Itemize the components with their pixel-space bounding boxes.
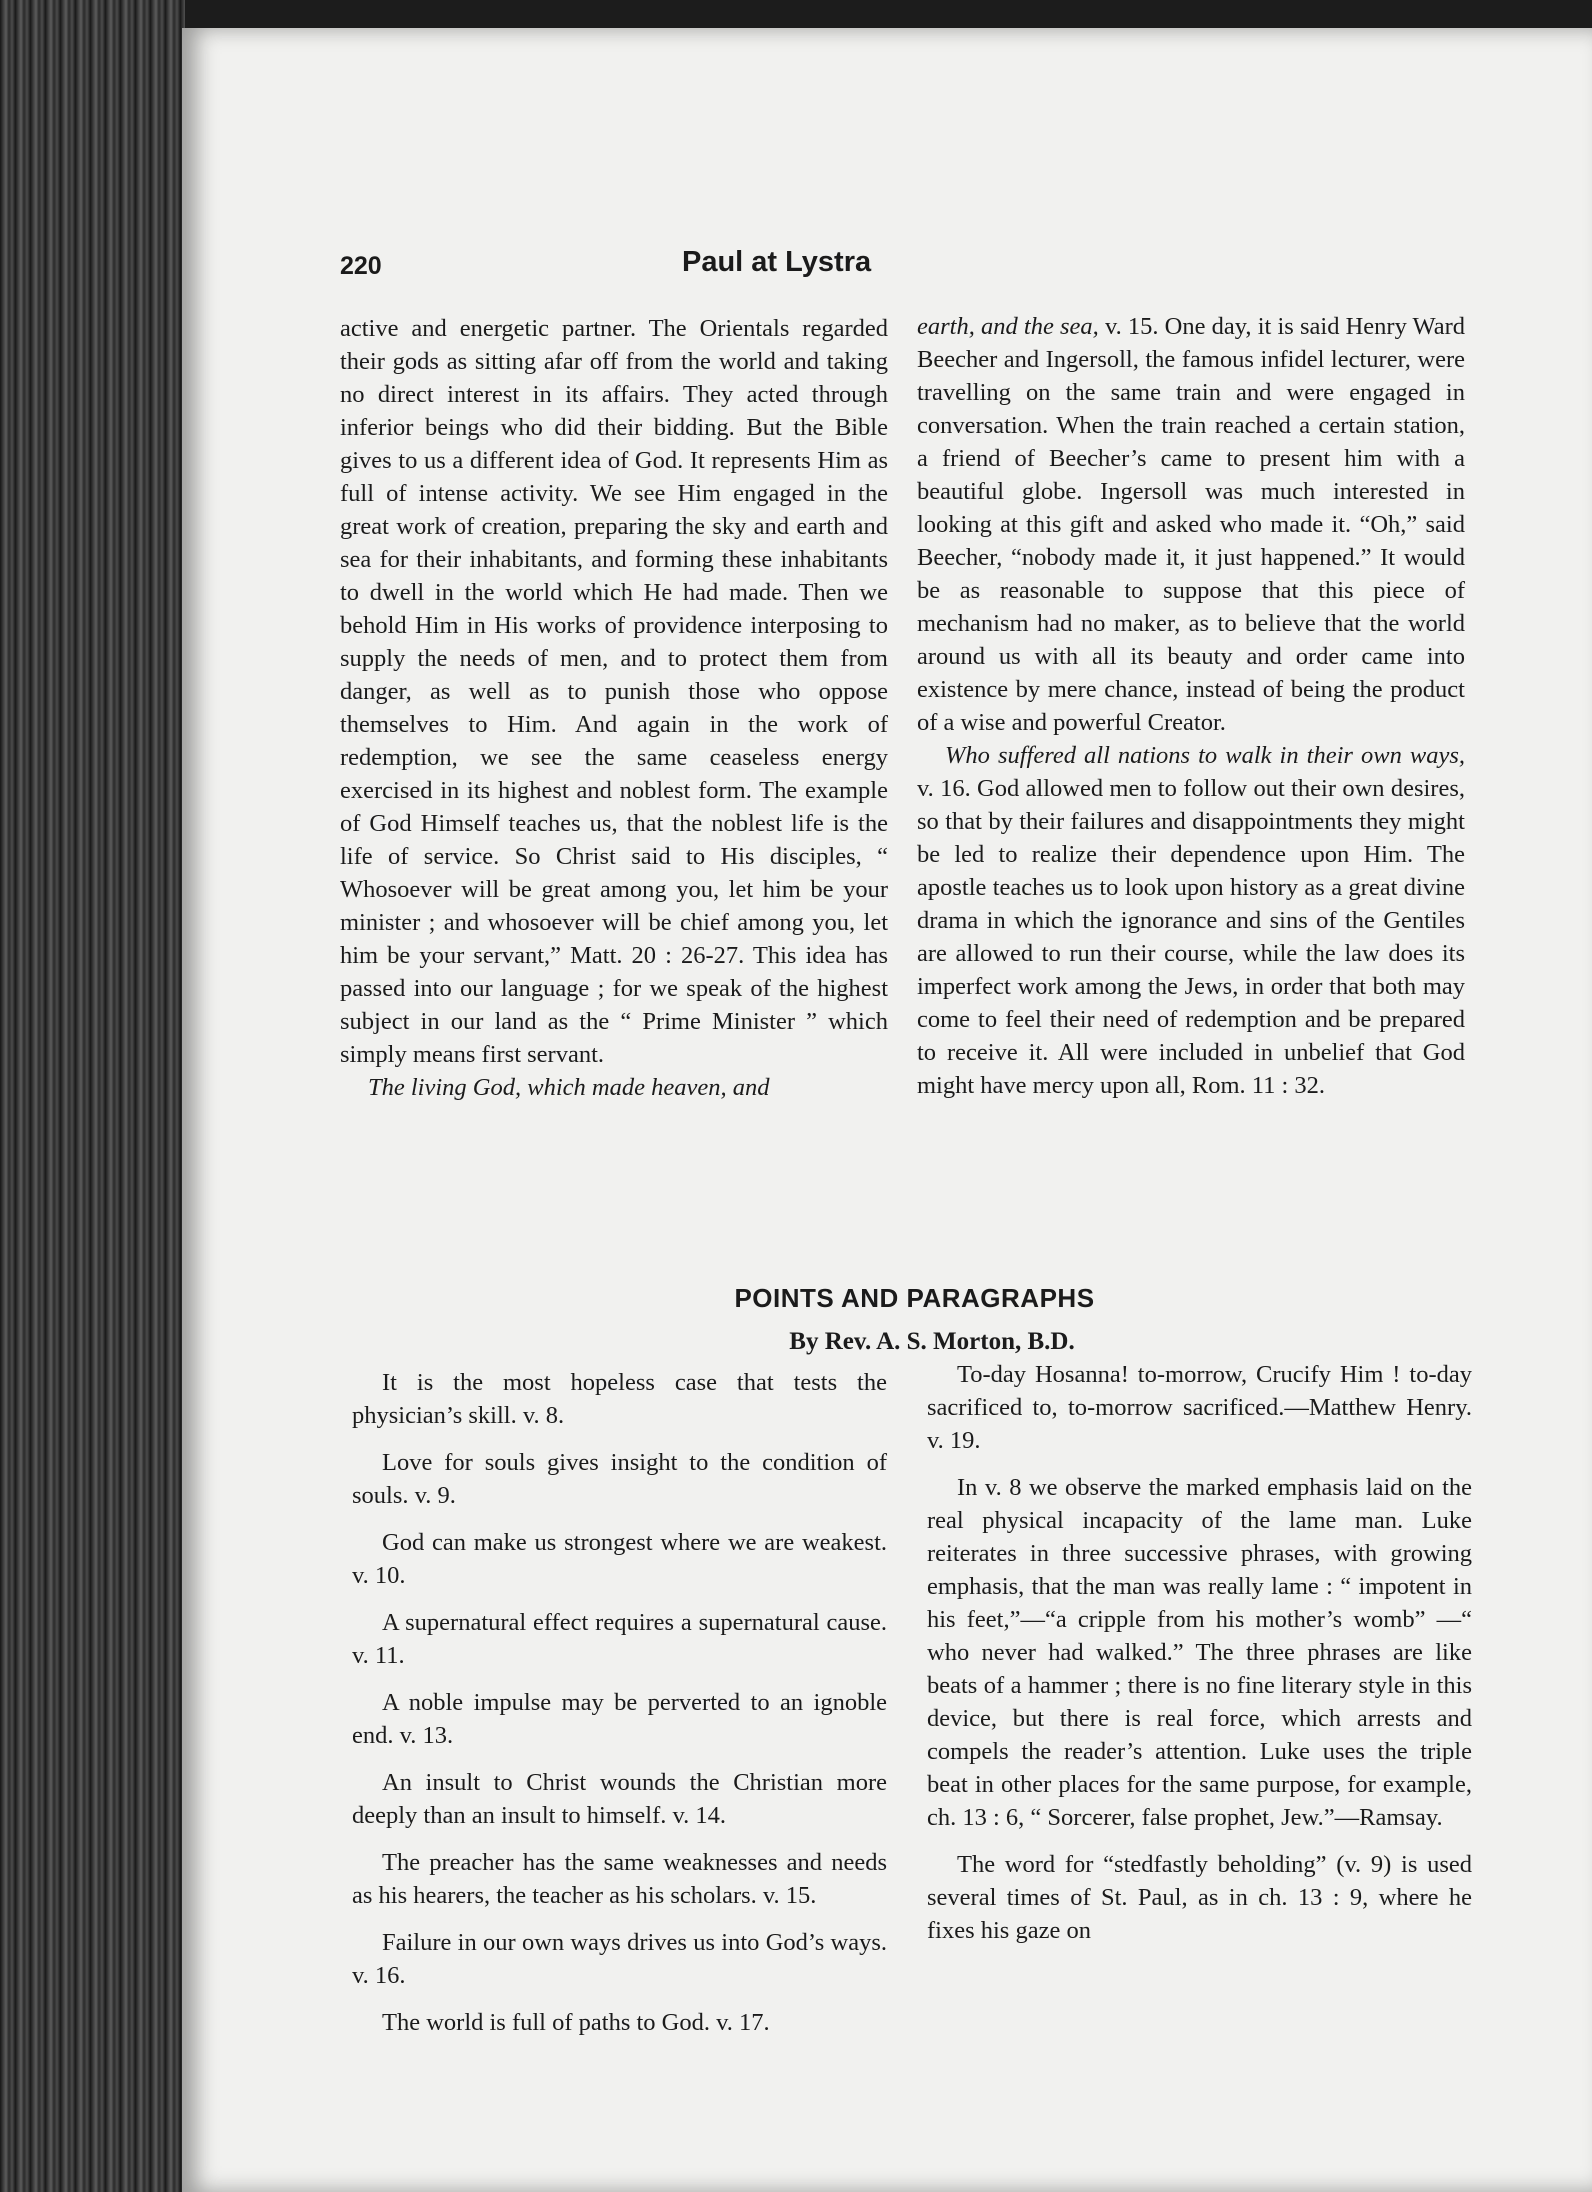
point-paragraph: It is the most hopeless case that tests the physician’s skill. v. 8. bbox=[352, 1369, 887, 1429]
page-header bbox=[182, 246, 1592, 286]
running-title: Paul at Lystra bbox=[682, 246, 872, 278]
point-paragraph: God can make us strongest where we are weakest. v. 10. bbox=[352, 1529, 887, 1589]
point-paragraph: The world is full of paths to God. v. 17. bbox=[382, 2009, 770, 2036]
book-page-edges bbox=[0, 0, 185, 2192]
points-right-column bbox=[927, 1358, 1472, 1961]
section-byline: By Rev. A. S. Morton, B.D. bbox=[789, 1328, 1075, 1355]
point-paragraph: The preacher has the same weaknesses and needs as his hearers, the teacher as his scholars. v. 15. bbox=[352, 1849, 887, 1909]
verse-quote-italic: Who suffered all nations to walk in their own ways, bbox=[945, 742, 1465, 769]
upper-right-column bbox=[917, 310, 1465, 1102]
section-title: POINTS AND PARAGRAPHS bbox=[734, 1283, 1095, 1313]
point-paragraph: An insult to Christ wounds the Christian more deeply than an insult to himself. v. 14. bbox=[352, 1769, 887, 1829]
point-paragraph: Love for souls gives insight to the condition of souls. v. 9. bbox=[352, 1449, 887, 1509]
verse-commentary: v. 15. One day, it is said Henry Ward Beecher and Ingersoll, the famous infidel lecturer, were travelling on the same train and were engaged in conversation. When the train reached a certain station, a friend of Beecher’s came to present him with a beautiful globe. Ingersoll was much interested in looking at this gift and asked who made it. “Oh,” said Beecher, “nobody made it, it just happened.” It would be as reasonable to suppose that this piece of mechanism had no maker, as to believe that the world around us with all its beauty and order came into existence by mere chance, instead of being the product of a wise and powerful Creator. bbox=[917, 313, 1465, 736]
page-number: 220 bbox=[340, 252, 382, 280]
upper-right-paragraph-1 bbox=[917, 310, 1465, 739]
point-paragraph: The word for “stedfastly beholding” (v. 9) is used several times of St. Paul, as in ch. 13 : 9, where he fixes his gaze on bbox=[927, 1851, 1472, 1944]
verse-quote-italic: earth, and the sea, bbox=[917, 313, 1099, 340]
upper-left-paragraph: active and energetic partner. The Orientals regarded their gods as sitting afar off from the world and taking no direct interest in its affairs. They acted through inferior beings who did their bidding. But the Bible gives to us a different idea of God. It represents Him as full of intense activity. We see Him engaged in the great work of creation, preparing the sky and earth and sea for their inhabitants, and forming these inhabitants to dwell in the world which He had made. Then we behold Him in His works of providence interposing to supply the needs of men, and to protect them from danger, as well as to punish those who oppose themselves to Him. And again in the work of redemption, we see the same ceaseless energy exercised in its highest and noblest form. The example of God Himself teaches us, that the noblest life is the life of service. So Christ said to His disciples, “ Whosoever will be great among you, let him be your minister ; and whosoever will be chief among you, let him be your servant,” Matt. 20 : 26-27. This idea has passed into our language ; for we speak of the highest subject in our land as the “ Prime Minister ” which simply means first servant. bbox=[340, 315, 888, 1068]
verse-commentary: v. 16. God allowed men to follow out their own desires, so that by their failures and disappointments they might be led to realize their dependence upon Him. The apostle teaches us to look upon history as a great divine drama in which the ignorance and sins of the Gentiles are allowed to run their course, while the law does its imperfect work among the Jews, in order that both may come to feel their need of redemption and be prepared to receive it. All were included in unbelief that God might have mercy upon all, Rom. 11 : 32. bbox=[917, 775, 1465, 1099]
upper-left-closing-italic: The living God, which made heaven, and bbox=[368, 1074, 770, 1101]
point-paragraph: In v. 8 we observe the marked emphasis laid on the real physical incapacity of the lame man. Luke reiterates in three successive phrases, with growing emphasis, that the man was really lame : “ impotent in his feet,”—“a cripple from his mother’s womb” —“ who never had walked.” The three phrases are like beats of a hammer ; there is no fine literary style in this device, but there is real force, which arrests and compels the reader’s attention. Luke uses the triple beat in other places for the same purpose, for example, ch. 13 : 6, “ Sorcerer, false prophet, Jew.”—Ramsay. bbox=[927, 1474, 1472, 1831]
page-sheet bbox=[182, 28, 1592, 2192]
upper-right-paragraph-2 bbox=[917, 739, 1465, 1102]
point-paragraph: To-day Hosanna! to-morrow, Crucify Him ! to-day sacrificed to, to-morrow sacrificed.—Matthew Henry. v. 19. bbox=[927, 1361, 1472, 1454]
point-paragraph: Failure in our own ways drives us into God’s ways. v. 16. bbox=[352, 1929, 887, 1989]
point-paragraph: A supernatural effect requires a supernatural cause. v. 11. bbox=[352, 1609, 887, 1669]
points-left-column bbox=[352, 1366, 887, 2053]
point-paragraph: A noble impulse may be perverted to an ignoble end. v. 13. bbox=[352, 1689, 887, 1749]
upper-left-column bbox=[340, 312, 888, 1104]
